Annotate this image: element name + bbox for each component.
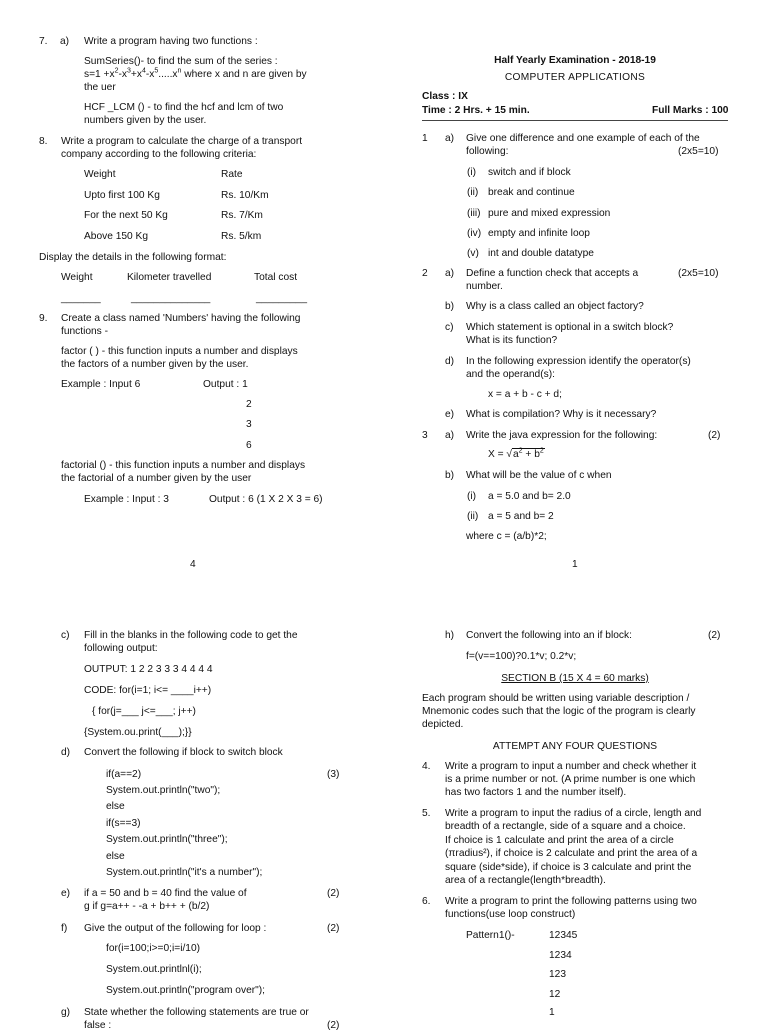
qf-text: Give the output of the following for loop : bbox=[84, 923, 267, 934]
q7-number: 7. bbox=[39, 36, 48, 47]
q1-item-text: break and continue bbox=[488, 187, 575, 198]
q3b-sub: b) bbox=[445, 470, 455, 481]
exam-title: Half Yearly Examination - 2018-19 bbox=[494, 55, 656, 66]
q2e-sub: e) bbox=[445, 409, 455, 420]
qg-sub: g) bbox=[61, 1007, 71, 1018]
q7-sumseries-line3: the uer bbox=[84, 82, 116, 93]
q8-row-weight: Above 150 Kg bbox=[84, 231, 149, 242]
q9-output-value: 3 bbox=[246, 419, 252, 430]
q2b-sub: b) bbox=[445, 301, 455, 312]
q7-sub: a) bbox=[60, 36, 70, 47]
q8-row-weight: For the next 50 Kg bbox=[84, 210, 168, 221]
q4-line: has two factors 1 and the number itself). bbox=[445, 787, 627, 798]
qe-text-line2: g if g=a++ - -a + b++ + (b/2) bbox=[84, 901, 210, 912]
q5-line: Write a program to input the radius of a circle, length and bbox=[445, 808, 702, 819]
q3b-item-text: a = 5 and b= 2 bbox=[488, 511, 554, 522]
q4-number: 4. bbox=[422, 761, 431, 772]
qd-marks: (3) bbox=[327, 769, 340, 780]
section-b-heading: SECTION B (15 X 4 = 60 marks) bbox=[501, 673, 649, 684]
q6-pattern-row: 123 bbox=[549, 969, 566, 980]
q1-item-num: (v) bbox=[467, 248, 479, 259]
q2-number: 2 bbox=[422, 268, 428, 279]
q8-text-line1: Write a program to calculate the charge of a transport bbox=[61, 136, 303, 147]
qe-text-line1: if a = 50 and b = 40 find the value of bbox=[84, 888, 247, 899]
qg-text-line1: State whether the following statements are true or bbox=[84, 1007, 309, 1018]
qd-code-line: System.out.println("it's a number"); bbox=[106, 867, 263, 878]
q8-format-km: Kilometer travelled bbox=[127, 272, 212, 283]
q6-pattern-row: 12 bbox=[549, 989, 561, 1000]
q9-number: 9. bbox=[39, 313, 48, 324]
q5-number: 5. bbox=[422, 808, 431, 819]
qd-text: Convert the following if block to switch block bbox=[84, 747, 283, 758]
qd-sub: d) bbox=[61, 747, 71, 758]
q3b-item-num: (ii) bbox=[467, 511, 479, 522]
class-label: Class : IX bbox=[422, 91, 468, 102]
q1-sub: a) bbox=[445, 133, 455, 144]
q2c-sub: c) bbox=[445, 322, 454, 333]
q6-line: Write a program to print the following patterns using two bbox=[445, 896, 697, 907]
page-number-right: 1 bbox=[572, 559, 578, 570]
qh-text: Convert the following into an if block: bbox=[466, 630, 632, 641]
q1-item-num: (ii) bbox=[467, 187, 479, 198]
qc-code-line3: {System.ou.print(___);}} bbox=[84, 727, 192, 738]
q9-output: Output : 1 bbox=[203, 379, 248, 390]
qh-sub: h) bbox=[445, 630, 455, 641]
qf-code-line: System.out.println("program over"); bbox=[106, 985, 265, 996]
qg-text-line2: false : bbox=[84, 1020, 112, 1031]
qf-code-line: System.out.printlnl(i); bbox=[106, 964, 202, 975]
q6-pattern-row: 12345 bbox=[549, 930, 578, 941]
q8-row-rate: Rs. 5/km bbox=[221, 231, 262, 242]
q7-sumseries-line2: $s=1 +x^2-x^3+x^4-x^5.....x^n$ where x and n are given by bbox=[84, 67, 307, 80]
qg-marks: (2) bbox=[327, 1020, 340, 1031]
q7-hcf-line2: numbers given by the user. bbox=[84, 115, 207, 126]
q2c-text-line1: Which statement is optional in a switch block? bbox=[466, 322, 674, 333]
q2d-sub: d) bbox=[445, 356, 455, 367]
q2a-text-line1: Define a function check that accepts a bbox=[466, 268, 639, 279]
q8-number: 8. bbox=[39, 136, 48, 147]
q2c-text-line2: What is its function? bbox=[466, 335, 558, 346]
q6-line: functions(use loop construct) bbox=[445, 909, 576, 920]
q3b-item-text: a = 5.0 and b= 2.0 bbox=[488, 491, 571, 502]
q8-row-rate: Rs. 7/Km bbox=[221, 210, 263, 221]
qd-code-line: System.out.println("two"); bbox=[106, 785, 221, 796]
q9-output2: Output : 6 (1 X 2 X 3 = 6) bbox=[209, 494, 323, 505]
instruction-line1: Each program should be written using variable description / bbox=[422, 693, 690, 704]
qc-text-line1: Fill in the blanks in the following code to get the bbox=[84, 630, 298, 641]
q2e-text: What is compilation? Why is it necessary? bbox=[466, 409, 657, 420]
qe-sub: e) bbox=[61, 888, 71, 899]
qd-code-line: System.out.println("three"); bbox=[106, 834, 228, 845]
time-label: Time : 2 Hrs. + 15 min. bbox=[422, 105, 530, 116]
q3-number: 3 bbox=[422, 430, 428, 441]
q1-number: 1 bbox=[422, 133, 428, 144]
q3b-text: What will be the value of c when bbox=[466, 470, 612, 481]
header-divider bbox=[422, 120, 728, 121]
q3a-text: Write the java expression for the following: bbox=[466, 430, 658, 441]
q3a-sub: a) bbox=[445, 430, 455, 441]
qe-marks: (2) bbox=[327, 888, 340, 899]
qd-code-line: else bbox=[106, 801, 125, 812]
q5-line: square (side*side), if choice is 3 calculate and print the bbox=[445, 862, 692, 873]
q5-line: breadth of a rectangle, side of a square and a choice. bbox=[445, 821, 686, 832]
qd-code-line: if(s==3) bbox=[106, 818, 141, 829]
q5-line: (πradius²), if choice is 2 calculate and print the area of a bbox=[445, 848, 698, 859]
qh-code: f=(v==100)?0.1*v; 0.2*v; bbox=[466, 651, 577, 662]
q9-factor-line1: factor ( ) - this function inputs a number and displays bbox=[61, 346, 298, 357]
q1-text-line2: following: bbox=[466, 146, 509, 157]
q2d-expression: x = a + b - c + d; bbox=[488, 389, 562, 400]
page-number-left: 4 bbox=[190, 559, 196, 570]
q8-blank: ______________ bbox=[131, 293, 211, 304]
qf-marks: (2) bbox=[327, 923, 340, 934]
q7-sumseries-line1: SumSeries()- to find the sum of the series : bbox=[84, 56, 278, 67]
q1-marks: (2x5=10) bbox=[678, 146, 719, 157]
q4-line: Write a program to input a number and check whether it bbox=[445, 761, 697, 772]
q1-item-text: empty and infinite loop bbox=[488, 228, 590, 239]
q3-marks: (2) bbox=[708, 430, 721, 441]
q2a-sub: a) bbox=[445, 268, 455, 279]
q1-text-line1: Give one difference and one example of each of the bbox=[466, 133, 700, 144]
q8-blank: _________ bbox=[256, 293, 307, 304]
q1-item-num: (i) bbox=[467, 167, 477, 178]
qc-code-line1: CODE: for(i=1; i<= ____i++) bbox=[84, 685, 212, 696]
q8-row-weight: Upto first 100 Kg bbox=[84, 190, 160, 201]
attempt-heading: ATTEMPT ANY FOUR QUESTIONS bbox=[492, 741, 658, 752]
q1-item-text: switch and if block bbox=[488, 167, 571, 178]
q5-line: area of a rectangle(length*breadth). bbox=[445, 875, 606, 886]
q9-text-line1: Create a class named 'Numbers' having the following bbox=[61, 313, 301, 324]
q9-factor-line2: the factors of a number given by the user. bbox=[61, 359, 249, 370]
q1-item-text: pure and mixed expression bbox=[488, 208, 611, 219]
qc-output: OUTPUT: 1 2 2 3 3 3 4 4 4 4 bbox=[84, 664, 213, 675]
q3a-expression: $X = √a^2 + b^2$ bbox=[488, 447, 544, 460]
q1-item-num: (iv) bbox=[467, 228, 482, 239]
q7-text: Write a program having two functions : bbox=[84, 36, 258, 47]
q6-number: 6. bbox=[422, 896, 431, 907]
qf-sub: f) bbox=[61, 923, 68, 934]
q6-pattern-row: 1 bbox=[549, 1007, 555, 1018]
subject-title: COMPUTER APPLICATIONS bbox=[504, 72, 646, 83]
q1-item-text: int and double datatype bbox=[488, 248, 594, 259]
q9-example: Example : Input 6 bbox=[61, 379, 141, 390]
q9-text-line2: functions - bbox=[61, 326, 108, 337]
q9-factorial-line2: the factorial of a number given by the user bbox=[61, 473, 252, 484]
instruction-line2: Mnemonic codes such that the logic of the program is clearly bbox=[422, 706, 696, 717]
q5-line: If choice is 1 calculate and print the area of a circle bbox=[445, 835, 674, 846]
qc-text-line2: following output: bbox=[84, 643, 158, 654]
q8-text-line2: company according to the following criteria: bbox=[61, 149, 257, 160]
q7-hcf-line1: HCF _LCM () - to find the hcf and lcm of two bbox=[84, 102, 284, 113]
q8-format-cost: Total cost bbox=[254, 272, 298, 283]
q8-row-rate: Rs. 10/Km bbox=[221, 190, 269, 201]
q6-pattern-label: Pattern1()- bbox=[466, 930, 515, 941]
q2a-text-line2: number. bbox=[466, 281, 503, 292]
q8-header-weight: Weight bbox=[84, 169, 116, 180]
q8-blank: _______ bbox=[61, 293, 101, 304]
full-marks-label: Full Marks : 100 bbox=[652, 105, 729, 116]
q8-format-weight: Weight bbox=[61, 272, 93, 283]
q2d-text-line1: In the following expression identify the operator(s) bbox=[466, 356, 691, 367]
q9-example2: Example : Input : 3 bbox=[84, 494, 169, 505]
qf-code-line: for(i=100;i>=0;i=i/10) bbox=[106, 943, 201, 954]
q2b-text: Why is a class called an object factory? bbox=[466, 301, 644, 312]
qh-marks: (2) bbox=[708, 630, 721, 641]
q8-header-rate: Rate bbox=[221, 169, 243, 180]
q9-output-value: 6 bbox=[246, 440, 252, 451]
q6-pattern-row: 1234 bbox=[549, 950, 572, 961]
qd-code-line: else bbox=[106, 851, 125, 862]
qc-code-line2: { for(j=___ j<=___; j++) bbox=[92, 706, 196, 717]
q3b-item-num: (i) bbox=[467, 491, 477, 502]
q9-factorial-line1: factorial () - this function inputs a number and displays bbox=[61, 460, 306, 471]
qd-code-line: if(a==2) bbox=[106, 769, 142, 780]
q9-output-value: 2 bbox=[246, 399, 252, 410]
q3b-where: where c = (a/b)*2; bbox=[466, 531, 547, 542]
q2-marks: (2x5=10) bbox=[678, 268, 719, 279]
q2d-text-line2: and the operand(s): bbox=[466, 369, 555, 380]
q4-line: is a prime number or not. (A prime number is one which bbox=[445, 774, 696, 785]
qc-sub: c) bbox=[61, 630, 70, 641]
instruction-line3: depicted. bbox=[422, 719, 464, 730]
q8-display-text: Display the details in the following format: bbox=[39, 252, 227, 263]
q1-item-num: (iii) bbox=[467, 208, 481, 219]
